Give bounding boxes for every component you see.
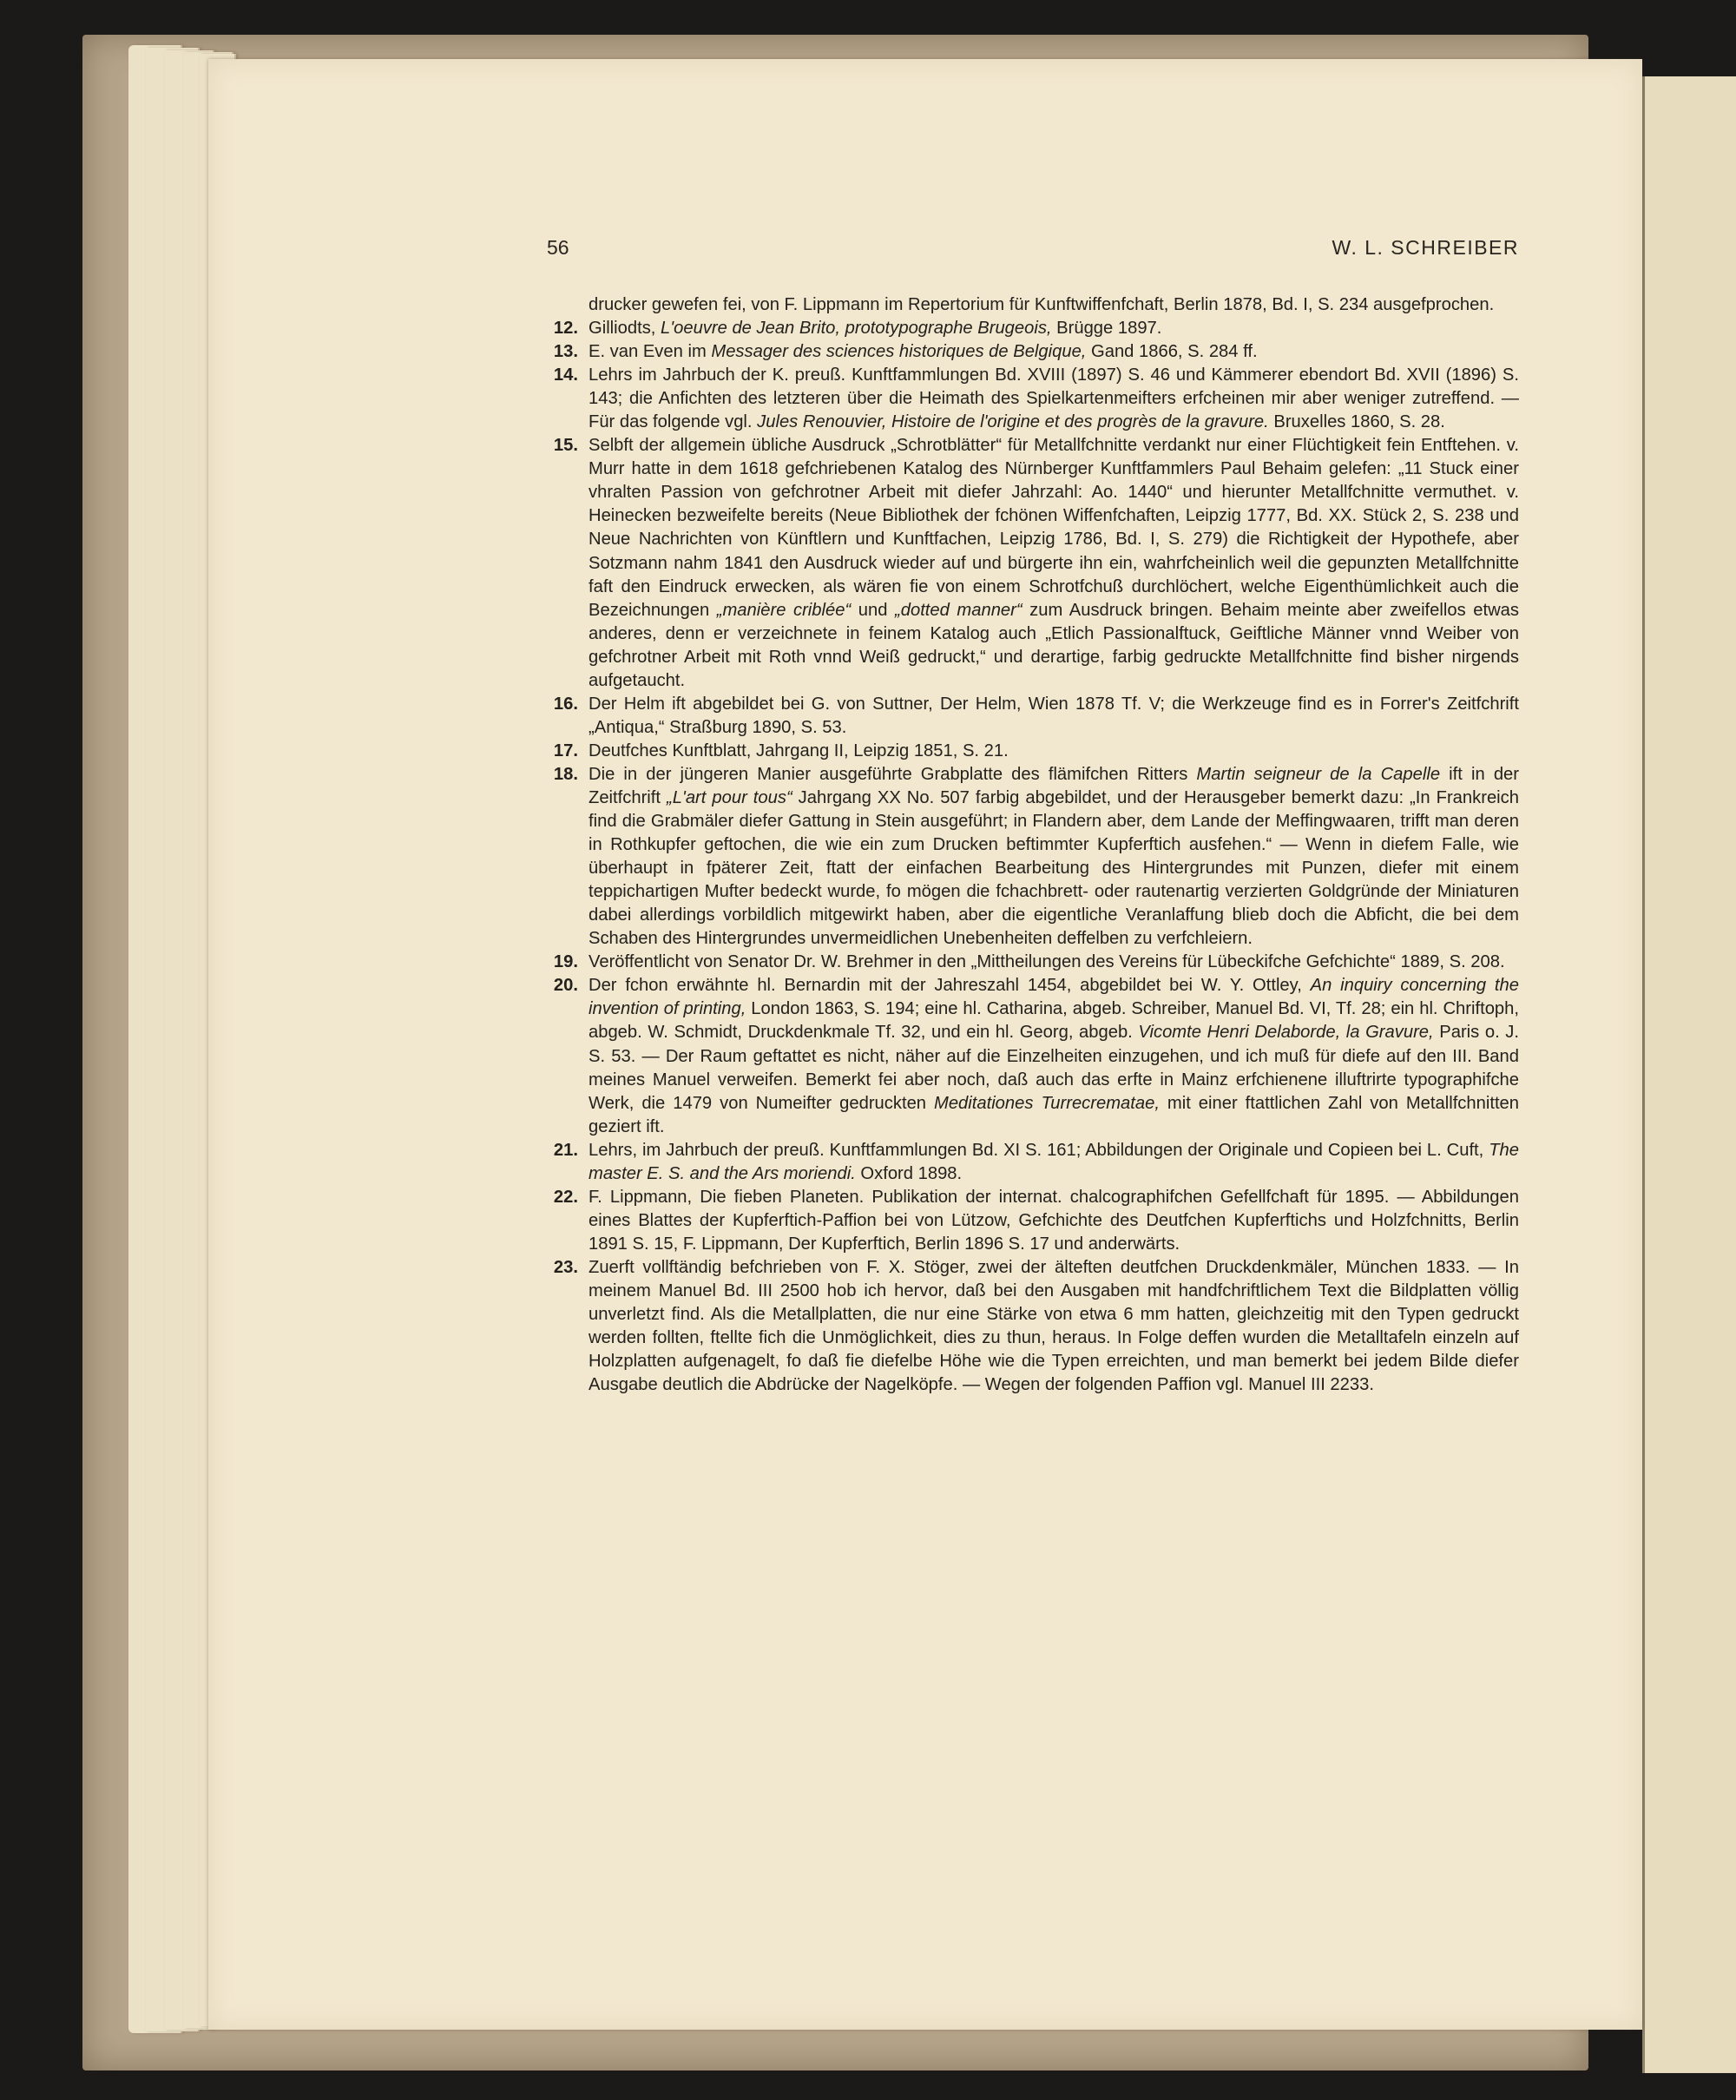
- endnote: [547, 293, 1519, 317]
- endnote: [547, 317, 1519, 340]
- note-fragment: drucker gewefen fei, von F. Lippmann im Repertorium für Kunftwiffenfchaft, Berlin 1878, Bd. I, S. 234 ausgefprochen.: [589, 295, 1495, 314]
- endnote: [547, 1256, 1519, 1397]
- note-fragment: E. van Even im: [589, 342, 712, 362]
- endnote-text: [589, 1141, 1519, 1183]
- endnote-number: 18.: [553, 764, 578, 784]
- endnote: [547, 974, 1519, 1138]
- endnote: [547, 364, 1519, 434]
- endnote-text: [589, 695, 1519, 737]
- endnote-number: 13.: [553, 342, 578, 362]
- note-fragment: ift in der Zeitfchrift: [589, 764, 1519, 807]
- endnote-text: [589, 365, 1519, 431]
- endnote-text: [589, 342, 1258, 361]
- italic-title: „dotted manner“: [895, 600, 1023, 620]
- note-fragment: Deutfches Kunftblatt, Jahrgang II, Leipzig 1851, S. 21.: [589, 741, 1009, 760]
- note-fragment: Lehrs, im Jahrbuch der preuß. Kunftfammlungen Bd. XI S. 161; Abbildungen der Originale und Copieen bei L. Cuft,: [589, 1140, 1489, 1160]
- facing-page-edge: [1642, 76, 1736, 2073]
- endnote-number: 21.: [553, 1140, 578, 1160]
- note-fragment: Der Helm ift abgebildet bei G. von Suttner, Der Helm, Wien 1878 Tf. V; die Werkzeuge find es in Forrer's Zeitfchrift „Antiqua,“ Straßburg 1890, S. 53.: [589, 694, 1519, 737]
- italic-title: „manière criblée“: [716, 600, 852, 620]
- endnote-number: 15.: [553, 436, 578, 456]
- endnote-text: [589, 976, 1519, 1136]
- endnote-number: 19.: [553, 952, 578, 972]
- endnote-text: [589, 1188, 1519, 1254]
- italic-title: Messager des sciences historiques de Belgique,: [711, 342, 1087, 362]
- endnote: [547, 1186, 1519, 1256]
- note-fragment: F. Lippmann, Die fieben Planeten. Publikation der internat. chalcographifchen Gefellfchaft für 1895. — Abbildungen eines Blattes der Kupferftich-Paffion bei von Lützow, Gefchichte des Deutfchen Kupferftichs und Holzfchnitts, Berlin 1891 S. 15, F. Lippmann, Der Kupferftich, Berlin 1896 S. 17 und anderwärts.: [589, 1187, 1519, 1254]
- endnote-number: 17.: [553, 741, 578, 760]
- italic-title: An inquiry concerning the invention of printing,: [589, 976, 1519, 1019]
- endnote: [547, 1139, 1519, 1186]
- endnote: [547, 340, 1519, 364]
- note-fragment: Lehrs im Jahrbuch der K. preuß. Kunftfammlungen Bd. XVIII (1897) S. 46 und Kämmerer ebendort Bd. XVII (1896) S. 143; die Anfichten des letzteren über die Heimath des Spielkartenmeifters erfcheinen mir aber weniger zutreffend. — Für das folgende vgl.: [589, 365, 1519, 432]
- note-fragment: Die in der jüngeren Manier ausgeführte Grabplatte des flämifchen Ritters: [589, 764, 1197, 784]
- endnote: [547, 434, 1519, 693]
- italic-title: L'oeuvre de Jean Brito, prototypographe Brugeois,: [661, 319, 1052, 339]
- note-fragment: Oxford 1898.: [855, 1163, 963, 1183]
- endnote-number: 14.: [553, 365, 578, 385]
- note-fragment: Veröffentlicht von Senator Dr. W. Brehmer in den „Mittheilungen des Vereins für Lübeckifche Gefchichte“ 1889, S. 208.: [589, 952, 1505, 972]
- note-fragment: Gand 1866, S. 284 ff.: [1086, 342, 1258, 362]
- endnote-number: 22.: [553, 1187, 578, 1207]
- italic-title: Vicomte Henri Delaborde, la Gravure,: [1138, 1023, 1434, 1043]
- endnote-text: [589, 741, 1009, 760]
- note-fragment: London 1863, S. 194; eine hl. Catharina, abgeb. Schreiber, Manuel Bd. VI, Tf. 28; ein hl. Chriftoph, abgeb. W. Schmidt, Druckdenkmale Tf. 32, und ein hl. Georg, abgeb.: [589, 999, 1519, 1043]
- italic-title: The master E. S. and the Ars moriendi.: [589, 1140, 1519, 1183]
- note-fragment: Der fchon erwähnte hl. Bernardin mit der Jahreszahl 1454, abgebildet bei W. Y. Ottley,: [589, 976, 1311, 996]
- note-fragment: Bruxelles 1860, S. 28.: [1268, 412, 1445, 432]
- endnote-text: [589, 952, 1505, 971]
- endnote: [547, 951, 1519, 974]
- italic-title: „L'art pour tous“: [667, 787, 792, 807]
- endnote-text: [589, 765, 1519, 948]
- note-fragment: und: [851, 600, 896, 620]
- endnote-text: [589, 436, 1519, 689]
- note-fragment: Brügge 1897.: [1051, 319, 1162, 339]
- note-fragment: zum Ausdruck bringen. Behaim meinte aber zweifellos etwas anderes, denn er verzeichnete in feinem Katalog auch „Etlich Passionalftuck, Geiftliche Männer vnnd Weiber von gefchrotner Arbeit mit Roth vnnd Weiß gedruckt,“ und derartige, farbig gedruckte Metallfchnitte find bisher nirgends aufgetaucht.: [589, 600, 1519, 690]
- endnote-number: 16.: [553, 694, 578, 714]
- endnote-text: [589, 1258, 1519, 1394]
- endnote-text: [589, 295, 1494, 314]
- endnotes-list: [547, 293, 1519, 1397]
- endnote: [547, 740, 1519, 763]
- endnote-number: 23.: [553, 1257, 578, 1277]
- note-fragment: Jahrgang XX No. 507 farbig abgebildet, und der Herausgeber bemerkt dazu: „In Frankreich find die Grabmäler diefer Gattung in Stein ausgeführt; in Flandern aber, dem Lande der Meffingwaaren, trifft man deren in Rothkupfer geftochen, die wie ein zum Drucken beftimmter Kupferftich ausfehen.“ — Wenn in diefem Falle, wie überhaupt in fpäterer Zeit, ftatt der einfachen Bearbeitung des Hintergrundes mit Punzen, diefer mit einem teppichartigen Mufter bedeckt wurde, fo mögen die fchachbrett- oder rautenartig verzierten Goldgründe der Miniaturen dabei allerdings vorbildlich mitgewirkt haben, aber die eigentliche Veranlaffung blieb doch die Abficht, die bei dem Schaben des Hintergrundes unvermeidlichen Unebenheiten deffelben zu verfchleiern.: [589, 787, 1519, 949]
- endnote-number: 20.: [553, 976, 578, 996]
- page-number: 56: [547, 236, 569, 259]
- note-fragment: mit einer ftattlichen Zahl von Metallfchnitten geziert ift.: [589, 1093, 1520, 1136]
- italic-title: Jules Renouvier, Histoire de l'origine et des progrès de la gravure.: [757, 412, 1269, 432]
- running-head: W. L. SCHREIBER: [1332, 236, 1519, 259]
- endnote-text: [589, 319, 1161, 338]
- note-fragment: Gilliodts,: [589, 319, 661, 339]
- note-fragment: Paris o. J. S. 53. — Der Raum geftattet es nicht, näher auf die Einzelheiten einzugehen, und ich muß für diefe auf den III. Band meines Manuel verweifen. Bemerkt fei aber noch, daß auch das erfte in Mainz erfchienene illuftrirte typographifche Werk, die 1479 von Numeifter gedruckten: [589, 1023, 1519, 1113]
- endnote-number: 12.: [553, 319, 578, 339]
- italic-title: Meditationes Turrecrematae,: [934, 1093, 1160, 1113]
- endnote: [547, 763, 1519, 951]
- page-header: [547, 236, 1519, 271]
- note-fragment: Zuerft vollftändig befchrieben von F. X. Stöger, zwei der älteften deutfchen Druckdenkmäler, München 1833. — In meinem Manuel Bd. III 2500 hob ich hervor, daß bei den Ausgaben mit handfchriftlichem Text die Bildplatten völlig unverletzt find. Als die Metallplatten, die nur eine Stärke von etwa 6 mm hatten, gleichzeitig mit den Typen gedruckt werden follten, ftellte fich die Unmöglichkeit, dies zu thun, heraus. In Folge deffen wurden die Metalltafeln einzeln auf Holzplatten aufgenagelt, fo daß fie diefelbe Höhe wie die Typen erreichten, und man bemerkt bei jedem Bilde diefer Ausgabe deutlich die Abdrücke der Nagelköpfe. — Wegen der folgenden Paffion vgl. Manuel III 2233.: [589, 1257, 1519, 1395]
- italic-title: Martin seigneur de la Capelle: [1196, 764, 1441, 784]
- note-fragment: Selbft der allgemein übliche Ausdruck „Schrotblätter“ für Metallfchnitte verdankt nur einer Flüchtigkeit fein Entftehen. v. Murr hatte in dem 1618 gefchriebenen Katalog des Nürnberger Kunftfammlers Paul Behaim gelefen: „11 Stuck einer vhralten Passion von gefchrotner Arbeit mit diefer Jahrzahl: Ao. 1440“ und hierunter Metallfchnitte vermuthet. v. Heinecken bezweifelte bereits (Neue Bibliothek der fchönen Wiffenfchaften, Leipzig 1777, Bd. XX. Stück 2, S. 238 und Neue Nachrichten von Künftlern und Kunftfachen, Leipzig 1786, Bd. I, S. 279) die Richtigkeit der Hypothefe, aber Sotzmann nahm 1841 den Ausdruck wieder auf und bürgerte ihn ein, wahrfcheinlich weil die gepunzten Metallfchnitte faft den Eindruck erwecken, als wären fie von einem Schrotfchuß durchlöchert, welche Eigenthümlichkeit auch die Bezeichnungen: [589, 436, 1519, 620]
- endnote: [547, 693, 1519, 740]
